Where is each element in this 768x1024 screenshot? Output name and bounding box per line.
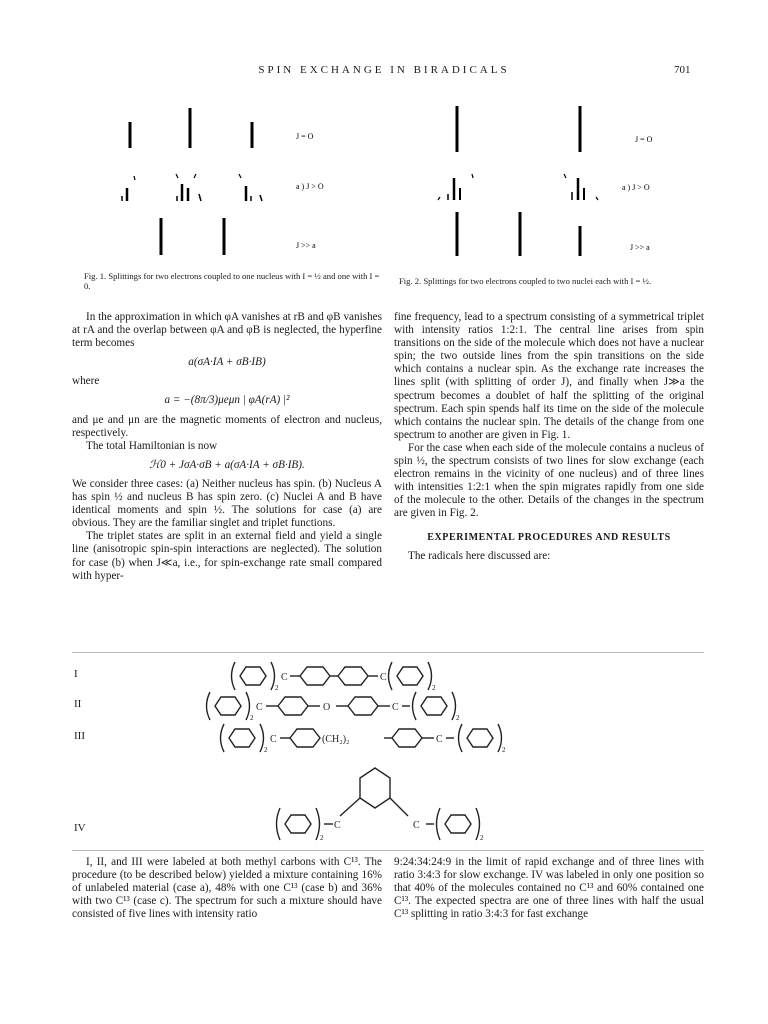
left-paragraph-3: The total Hamiltonian is now [86,439,218,452]
figure-1-caption: Fig. 1. Splittings for two electrons coupled to one nucleus with I = ½ and one with I = 0. [84,271,380,291]
structures-top-rule [72,652,704,653]
struct-iv-sub-2: 2 [480,834,484,842]
structure-label-iii: III [74,730,85,742]
fig1-label-j0: J = O [296,132,314,141]
struct-i-carbon-1: C [281,672,288,683]
struct-i-sub-2: 2 [432,684,436,692]
structure-label-i: I [74,668,78,680]
structure-label-iv: IV [74,822,86,834]
running-header: SPIN EXCHANGE IN BIRADICALS [258,64,510,76]
struct-iii-sub-1: 2 [264,746,268,754]
figure-2 [400,92,700,262]
bottom-left-column [72,856,382,921]
left-paragraph-2: and μe and μn are the magnetic moments of electron and nucleus, respectively. [72,413,382,439]
struct-ii-oxygen: O [323,702,331,713]
page-number: 701 [674,64,691,76]
struct-iv-carbon-2: C [413,820,420,831]
right-column [394,311,704,563]
struct-iii-carbon-2: C [436,734,443,745]
right-paragraph-2: For the case when each side of the molecule contains a nucleus of spin ½, the spectrum consists of two lines for slow exchange (each electron remains in the vicinity of one nucleus) and of three lines with intensities 1:2:1 when the spin migrates rapidly from one side of the molecule to the other. Details of the changes in the spectrum are given in Fig. 2. [394,441,704,520]
fig2-label-j0: J = O [635,135,653,144]
left-paragraph-4: We consider three cases: (a) Neither nucleus has spin. (b) Nucleus A has spin ½ and nucleus B has spin zero. (c) Nuclei A and B have identical moments and spin ½. The solutions for case (a) are obvious. They are the familiar singlet and triplet functions. [72,477,382,530]
left-paragraph-5: The triplet states are split in an external field and yield a single line (anisotropic spin-spin interactions are neglected). The solution for case (b) when J≪a, i.e., for spin-exchange rate small compared with hyper- [72,530,382,582]
chemical-structures [180,656,600,856]
right-paragraph-3: The radicals here discussed are: [408,549,551,562]
struct-i-carbon-2: C [380,672,387,683]
struct-iii-sub-2: 2 [502,746,506,754]
struct-iv-carbon-1: C [334,820,341,831]
fig2-label-jgga: J >> a [630,243,650,252]
bottom-right-paragraph: 9:24:34:24:9 in the limit of rapid exchange and of three lines with ratio 3:4:3 for slow exchange. IV was labeled in only one position so that 40% of the molecules contained no C¹³ and 60% contained one C¹³. The expected spectra are one of three lines with half the usual C¹³ splitting in ratio 3:4:3 for fast exchange [394,856,704,921]
figure-1 [84,92,384,262]
equation-hamiltonian: ℋ0 + JσA·σB + a(σA·IA + σB·IB). [149,458,305,471]
equation-hyperfine: a(σA·IA + σB·IB) [188,356,266,369]
left-paragraph-1: In the approximation in which φA vanishes at rB and φB vanishes at rA and the overlap between φA and φB is neglected, the hyperfine term becomes [72,311,382,350]
figure-2-caption: Fig. 2. Splittings for two electrons coupled to two nuclei each with I = ½. [399,276,652,286]
struct-ii-sub-2: 2 [456,714,460,722]
struct-ii-carbon-2: C [392,702,399,713]
equation-a: a = −(8π/3)μeμn | φA(rA) |² [164,394,290,407]
right-paragraph-1: fine frequency, lead to a spectrum consisting of a symmetrical triplet with intensity ratios 1:2:1. The central line arises from spin transitions on the side of the molecule which does not have a nuclear spin; the two outside lines from the spin transitions on the side which contains a nuclear spin. As the exchange rate increases the lines split (with splitting of order J), and finally when J≫a the spectrum becomes a doublet of half the splitting of the original spectrum. Each spin spends half its time on the side of the molecule which contains the nuclear spin. The details of the change from one spectrum to another are given in Fig. 1. [394,311,704,441]
structure-label-ii: II [74,698,82,710]
left-column [72,311,382,583]
section-title: EXPERIMENTAL PROCEDURES AND RESULTS [427,531,671,543]
structures-bottom-rule [72,850,704,851]
fig2-label-jgt0: a ) J > O [622,183,650,192]
struct-iii-carbon-1: C [270,734,277,745]
fig1-label-jgga: J >> a [296,241,316,250]
where-label: where [72,375,100,388]
struct-ii-carbon-1: C [256,702,263,713]
bottom-left-paragraph: I, II, and III were labeled at both methyl carbons with C¹³. The procedure (to be described below) yielded a mixture containing 16% of unlabeled material (case a), 48% with one C¹³ (case b) and 36% with two C¹³ (case c). The spectrum for such a mixture should have consisted of five lines with intensity ratio [72,856,382,921]
struct-iv-sub-1: 2 [320,834,324,842]
bottom-right-column [394,856,704,921]
struct-ii-sub-1: 2 [250,714,254,722]
struct-iii-ethylene: (CH₂)₂ [322,734,350,745]
struct-i-sub-1: 2 [275,684,279,692]
fig1-label-jgt0: a ) J > O [296,182,324,191]
